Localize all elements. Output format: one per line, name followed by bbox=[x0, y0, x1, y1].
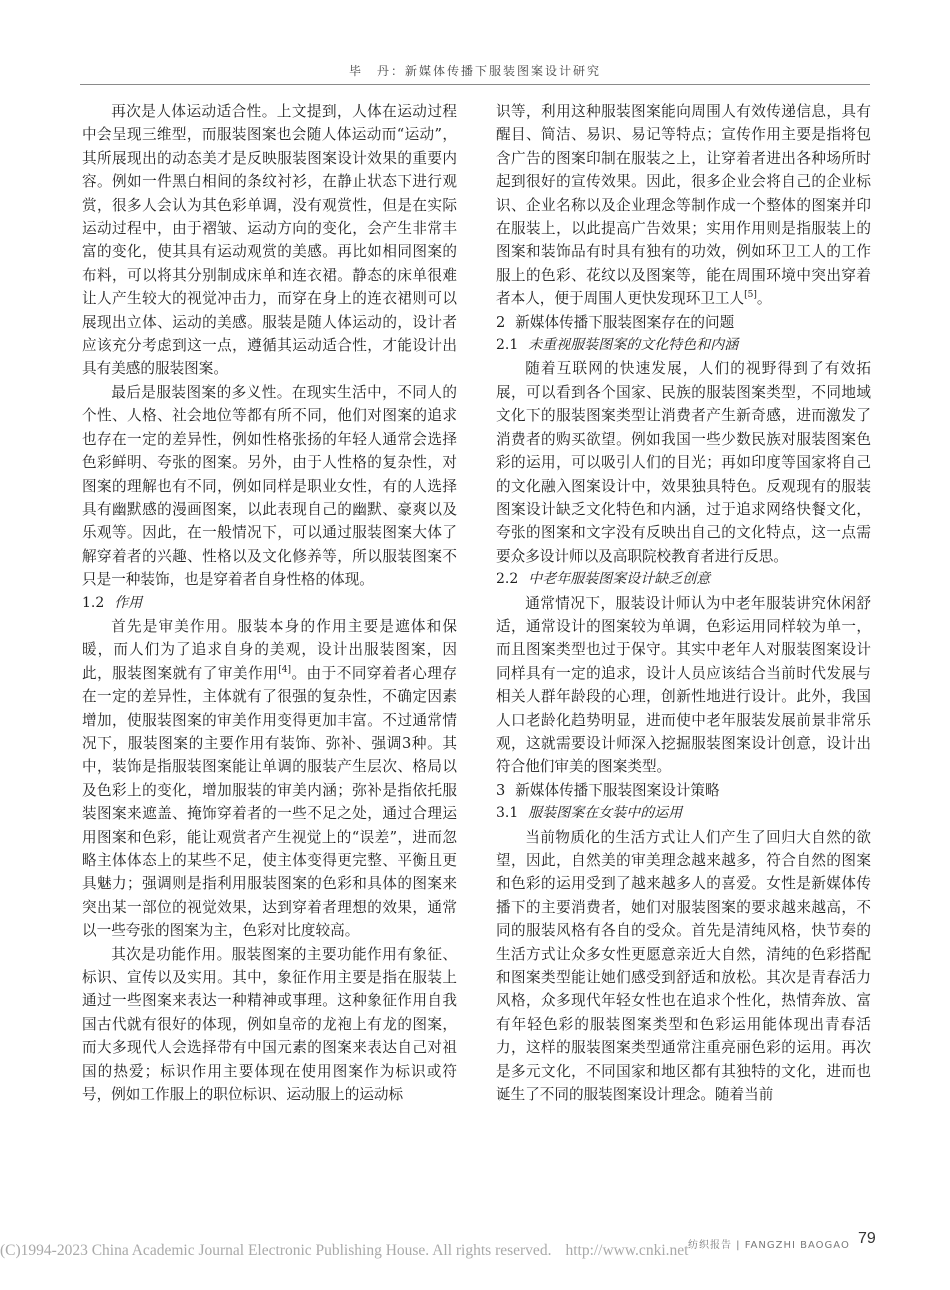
section-heading-2-1 bbox=[496, 334, 871, 357]
section-title: 中老年服装图案设计缺乏创意 bbox=[528, 571, 711, 588]
section-heading-3-1 bbox=[496, 802, 871, 825]
cnki-url: http://www.cnki.net bbox=[565, 1242, 689, 1259]
section-heading-1-2 bbox=[82, 592, 457, 615]
paragraph-ambiguity: 最后是服装图案的多义性。在现实生活中，不同人的个性、人格、社会地位等都有所不同，他们对图案的追求也存在一定的差异性，例如性格张扬的年轻人通常会选择色彩鲜明、夸张的图案。另外，由于人性格的复杂性，对图案的理解也有不同，例如同样是职业女性，有的人选择具有幽默感的漫画图案，以此表现自己的幽默、豪爽以及乐观等。因此，在一般情况下，可以通过服装图案大体了解穿着者的兴趣、性格以及文化修养等，所以服装图案不只是一种装饰，也是穿着者自身性格的体现。 bbox=[82, 383, 457, 589]
section-number: 2 bbox=[496, 313, 506, 331]
section-number: 3.1 bbox=[496, 805, 519, 822]
left-column bbox=[82, 100, 457, 1106]
right-column bbox=[496, 100, 871, 1106]
paragraph-elderly-design: 通常情况下，服装设计师认为中老年服装讲究休闲舒适，通常设计的图案较为单调，色彩运用同样较为单一，而且图案类型也过于保守。其实中老年人对服装图案设计同样具有一定的追求，设计人员应该结合当前时代发展与相关人群年龄段的心理，创新性地进行设计。此外，我国人口老龄化趋势明显，进而使中老年服装发展前景非常乐观，这就需要设计师深入挖掘服装图案设计创意，设计出符合他们审美的图案类型。 bbox=[496, 594, 871, 776]
page-number: 79 bbox=[858, 1230, 876, 1247]
paragraph-text: 首先是审美作用。服装本身的作用主要是遮体和保暖，而人们为了追求自身的美观，设计出服装图案，因此，服装图案就有了审美作用 bbox=[82, 617, 457, 682]
paragraph-aesthetic-function bbox=[82, 615, 457, 943]
paragraph-womenswear: 当前物质化的生活方式让人们产生了回归大自然的欲望，因此，自然美的审美理念越来越多，符合自然的图案和色彩的运用受到了越来越多人的喜爱。女性是新媒体传播下的主要消费者，她们对服装图案的要求越来越高，不同的服装风格有各自的受众。首先是清纯风格，快节奏的生活方式让众多女性更愿意亲近大自然，清纯的色彩搭配和图案类型能让她们感受到舒适和放松。其次是青春活力风格，众多现代年轻女性也在追求个性化，热情奔放、富有年轻色彩的服装图案类型和色彩运用能体现出青春活力，这样的服装图案类型通常注重亮丽色彩的运用。再次是多元文化，不同国家和地区都有其独特的文化，进而也诞生了不同的服装图案设计理念。随着当前 bbox=[496, 828, 871, 1104]
paragraph-text: 识等，利用这种服装图案能向周围人有效传递信息，具有醒目、简洁、易识、易记等特点；宣传作用主要是指将包含广告的图案印制在服装之上，让穿着者进出各种场所时起到很好的宣传效果。因此，很多企业会将自己的企业标识、企业名称以及企业理念等制作成一个整体的图案并印在服装上，以此提高广告效果；实用作用则是指服装上的图案和装饰品有时具有独有的功效，例如环卫工人的工作服上的色彩、花纹以及图案等，能在周围环境中突出穿着者本人，便于周围人更快发现环卫工人 bbox=[496, 103, 871, 308]
section-number: 1.2 bbox=[82, 594, 105, 611]
journal-name: 纺织报告 | FANGZHI BAOGAO bbox=[688, 1240, 850, 1251]
section-number: 2.1 bbox=[496, 337, 519, 354]
section-title: 新媒体传播下服装图案设计策略 bbox=[515, 781, 720, 799]
header-rule bbox=[80, 84, 870, 85]
section-number: 2.2 bbox=[496, 571, 519, 588]
citation-ref: [4] bbox=[278, 664, 291, 675]
copyright-text: (C)1994-2023 China Academic Journal Electronic Publishing House. All rights reserved. bbox=[0, 1242, 552, 1259]
running-header: 毕 丹：新媒体传播下服装图案设计研究 bbox=[348, 64, 601, 78]
paragraph-text: 。由于不同穿着者心理存在一定的差异性，主体就有了很强的复杂性，不确定因素增加，使服装图案的审美作用变得更加丰富。不过通常情况下，服装图案的主要作用有装饰、弥补、强调3种。其中，装饰是指服装图案能让单调的服装产生层次、格局以及色彩上的变化，增加服装的审美内涵；弥补是指依托服装图案来遮盖、掩饰穿着者的一些不足之处，通过合理运用图案和色彩，能让观赏者产生视觉上的“误差”，进而忽略主体体态上的某些不足，使主体变得更完整、平衡且更具魅力；强调则是指利用服装图案的色彩和具体的图案来突出某一部位的视觉效果，达到穿着者理想的效果，通常以一些夸张的图案为主，色彩对比度较高。 bbox=[82, 664, 457, 940]
copyright-watermark bbox=[0, 1242, 688, 1260]
section-heading-3 bbox=[496, 779, 871, 802]
section-title: 服装图案在女装中的运用 bbox=[528, 805, 683, 822]
section-title: 新媒体传播下服装图案存在的问题 bbox=[515, 313, 735, 331]
section-title: 未重视服装图案的文化特色和内涵 bbox=[528, 337, 739, 354]
paragraph-motion-adaptability: 再次是人体运动适合性。上文提到，人体在运动过程中会呈现三维型，而服装图案也会随人体运动而“运动”，其所展现出的动态美才是反映服装图案设计效果的重要内容。例如一件黑白相间的条纹衬衫，在静止状态下进行观赏，很多人会认为其色彩单调，没有观赏性，但是在实际运动过程中，由于褶皱、运动方向的变化，会产生非常丰富的变化，使其具有运动观赏的美感。再比如相同图案的布料，可以将其分别制成床单和连衣裙。静态的床单很难让人产生较大的视觉冲击力，而穿在身上的连衣裙则可以展现出立体、运动的美感。服装是随人体运动的，设计者应该充分考虑到这一点，遵循其运动适合性，才能设计出具有美感的服装图案。 bbox=[82, 103, 457, 378]
section-heading-2 bbox=[496, 311, 871, 334]
paragraph-text: 。 bbox=[756, 290, 772, 308]
paragraph-cultural-features: 随着互联网的快速发展，人们的视野得到了有效拓展，可以看到各个国家、民族的服装图案类型，不同地域文化下的服装图案类型让消费者产生新奇感，进而激发了消费者的购买欲望。例如我国一些少数民族对服装图案色彩的运用，可以吸引人们的目光；再如印度等国家将自己的文化融入图案设计中，效果独具特色。反观现有的服装图案设计缺乏文化特色和内涵，过于追求网络快餐文化，夸张的图案和文字没有反映出自己的文化特点，这一点需要众多设计师以及高职院校教育者进行反思。 bbox=[496, 360, 871, 565]
section-number: 3 bbox=[496, 781, 506, 799]
paragraph-functional-role: 其次是功能作用。服装图案的主要功能作用有象征、标识、宣传以及实用。其中，象征作用主要是指在服装上通过一些图案来表达一种精神或事理。这种象征作用自我国古代就有很好的体现，例如皇帝的龙袍上有龙的图案，而大多现代人会选择带有中国元素的图案来表达自己对祖国的热爱；标识作用主要体现在使用图案作为标识或符号，例如工作服上的职位标识、运动服上的运动标 bbox=[82, 945, 457, 1104]
section-heading-2-2 bbox=[496, 568, 871, 591]
paragraph-continued bbox=[496, 100, 871, 311]
section-title: 作用 bbox=[114, 594, 143, 611]
citation-ref: [5] bbox=[744, 290, 757, 301]
